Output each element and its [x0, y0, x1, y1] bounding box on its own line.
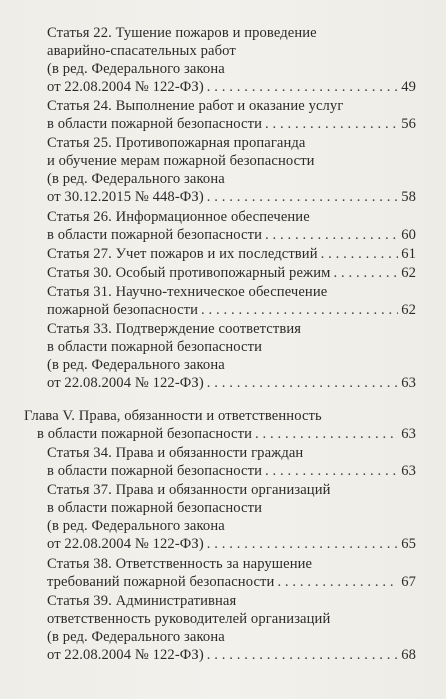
toc-entry-article-25-line-4 — [47, 189, 416, 206]
leader-dots — [265, 116, 398, 133]
toc-entry-article-39-line-3: (в ред. Федерального закона — [47, 629, 225, 645]
toc-entry-article-30[interactable] — [47, 265, 416, 282]
toc-entry-text: Статья 30. Особый противопожарный режим — [47, 265, 331, 281]
leader-dots — [207, 79, 398, 96]
toc-entry-article-37-line-1[interactable]: Статья 37. Права и обязанности организаций — [47, 482, 331, 498]
toc-entry-article-31-line-2 — [47, 302, 416, 319]
toc-entry-text: пожарной безопасности — [47, 302, 199, 318]
page-number: 63 — [401, 375, 416, 391]
toc-entry-text: от 22.08.2004 № 122-ФЗ) — [47, 79, 204, 95]
page-number: 63 — [401, 426, 416, 442]
toc-entry-article-24-line-2 — [47, 116, 416, 133]
leader-dots — [207, 647, 398, 664]
leader-dots — [265, 463, 398, 480]
leader-dots — [265, 227, 398, 244]
leader-dots — [321, 246, 399, 263]
leader-dots — [333, 265, 398, 282]
toc-entry-article-39-line-1[interactable]: Статья 39. Административная — [47, 593, 237, 609]
toc-entry-article-25-line-2: и обучение мерам пожарной безопасности — [47, 153, 315, 169]
leader-dots — [255, 426, 398, 443]
toc-entry-article-24-line-1[interactable]: Статья 24. Выполнение работ и оказание услуг — [47, 98, 344, 114]
page-number: 62 — [401, 265, 416, 281]
toc-entry-article-33-line-4 — [47, 375, 416, 392]
toc-entry-article-38-line-2 — [47, 574, 416, 591]
page-number: 49 — [401, 79, 416, 95]
page-number: 63 — [401, 463, 416, 479]
toc-entry-text: в области пожарной безопасности — [37, 426, 253, 442]
toc-entry-article-25-line-3: (в ред. Федерального закона — [47, 171, 225, 187]
toc-entry-text: в области пожарной безопасности — [47, 463, 263, 479]
toc-entry-text: требований пожарной безопасности — [47, 574, 275, 590]
page-number: 67 — [401, 574, 416, 590]
toc-entry-text: от 22.08.2004 № 122-ФЗ) — [47, 536, 204, 552]
toc-entry-article-37-line-2: в области пожарной безопасности — [47, 500, 263, 516]
page-number: 68 — [401, 647, 416, 663]
toc-entry-chapter-5-line-1[interactable]: Глава V. Права, обязанности и ответственность — [24, 408, 322, 424]
toc-entry-article-34-line-2 — [47, 463, 416, 480]
toc-entry-article-22-line-1[interactable]: Статья 22. Тушение пожаров и проведение — [47, 25, 317, 41]
toc-entry-article-34-line-1[interactable]: Статья 34. Права и обязанности граждан — [47, 445, 304, 461]
toc-entry-article-22-line-4 — [47, 79, 416, 96]
page-number: 65 — [401, 536, 416, 552]
toc-entry-article-22-line-2: аварийно-спасательных работ — [47, 43, 236, 59]
page-number: 62 — [401, 302, 416, 318]
page-number: 61 — [401, 246, 416, 262]
toc-entry-article-26-line-1[interactable]: Статья 26. Информационное обеспечение — [47, 209, 310, 225]
leader-dots — [207, 189, 398, 206]
page-number: 60 — [401, 227, 416, 243]
toc-entry-article-39-line-2: ответственность руководителей организаций — [47, 611, 331, 627]
toc-entry-text: Статья 27. Учет пожаров и их последствий — [47, 246, 318, 262]
leader-dots — [201, 302, 398, 319]
toc-entry-article-25-line-1[interactable]: Статья 25. Противопожарная пропаганда — [47, 135, 306, 151]
toc-entry-article-26-line-2 — [47, 227, 416, 244]
leader-dots — [207, 536, 398, 553]
page-number: 58 — [401, 189, 416, 205]
toc-entry-chapter-5-line-2 — [37, 426, 416, 443]
page-number: 56 — [401, 116, 416, 132]
toc-entry-article-33-line-2: в области пожарной безопасности — [47, 339, 263, 355]
toc-entry-text: в области пожарной безопасности — [47, 227, 263, 243]
leader-dots — [207, 375, 398, 392]
toc-entry-text: от 22.08.2004 № 122-ФЗ) — [47, 375, 204, 391]
toc-entry-article-33-line-1[interactable]: Статья 33. Подтверждение соответствия — [47, 321, 302, 337]
toc-entry-article-37-line-4 — [47, 536, 416, 553]
toc-entry-article-22-line-3: (в ред. Федерального закона — [47, 61, 225, 77]
toc-entry-article-38-line-1[interactable]: Статья 38. Ответственность за нарушение — [47, 556, 313, 572]
toc-entry-article-37-line-3: (в ред. Федерального закона — [47, 518, 225, 534]
toc-entry-text: в области пожарной безопасности — [47, 116, 263, 132]
toc-entry-article-33-line-3: (в ред. Федерального закона — [47, 357, 225, 373]
toc-entry-article-39-line-4 — [47, 647, 416, 664]
toc-entry-article-27[interactable] — [47, 246, 416, 263]
toc-entry-text: от 22.08.2004 № 122-ФЗ) — [47, 647, 204, 663]
toc-entry-text: от 30.12.2015 № 448-ФЗ) — [47, 189, 204, 205]
toc-entry-article-31-line-1[interactable]: Статья 31. Научно-техническое обеспечение — [47, 284, 328, 300]
leader-dots — [277, 574, 398, 591]
